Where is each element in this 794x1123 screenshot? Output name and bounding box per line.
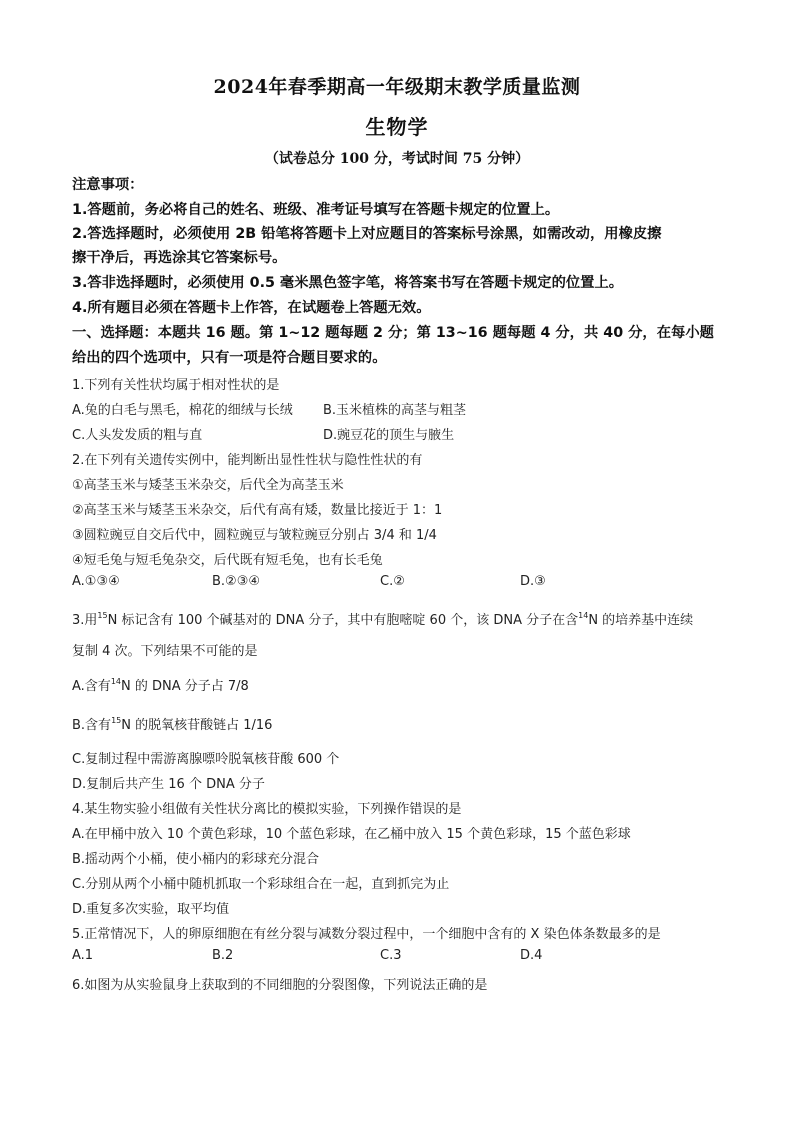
q1-stem: 1.下列有关性状均属于相对性状的是 bbox=[72, 378, 280, 393]
q2-statement-1: ①高茎玉米与矮茎玉米杂交，后代全为高茎玉米 bbox=[72, 478, 344, 493]
q2-option-b: B.②③④ bbox=[212, 574, 261, 589]
q4-option-b: B.摇动两个小桶，使小桶内的彩球充分混合 bbox=[72, 852, 320, 867]
q3-option-c: C.复制过程中需游离腺嘌呤脱氧核苷酸 600 个 bbox=[72, 752, 340, 767]
q3-option-a bbox=[72, 675, 249, 694]
exam-title: 2024年春季期高一年级期末教学质量监测 bbox=[213, 76, 581, 98]
q3-option-b-part-1: B.含有 bbox=[72, 718, 112, 733]
subject-title: 生物学 bbox=[365, 115, 429, 139]
q5-option-d: D.4 bbox=[520, 948, 543, 963]
q1-option-d: D.豌豆花的顶生与腋生 bbox=[323, 428, 455, 443]
note-4: 4.所有题目必须在答题卡上作答，在试题卷上答题无效。 bbox=[72, 300, 431, 316]
q3-option-a-part-2: N 的 DNA 分子占 7/8 bbox=[121, 679, 249, 694]
q3-option-b-part-2: N 的脱氧核苷酸链占 1/16 bbox=[121, 718, 273, 733]
note-2-line-2: 擦干净后，再选涂其它答案标号。 bbox=[72, 250, 287, 266]
q3-stem-line-1 bbox=[72, 609, 693, 628]
q2-statement-4: ④短毛兔与短毛兔杂交，后代既有短毛兔，也有长毛兔 bbox=[72, 553, 383, 568]
q2-option-c: C.② bbox=[380, 574, 405, 589]
isotope-15-superscript: 15 bbox=[97, 611, 108, 620]
q3-stem-part-3: N 的培养基中连续 bbox=[588, 613, 694, 628]
q2-statement-2: ②高茎玉米与矮茎玉米杂交，后代有高有矮，数量比接近于 1：1 bbox=[72, 503, 443, 518]
q5-option-c: C.3 bbox=[380, 948, 402, 963]
q1-option-c: C.人头发发质的粗与直 bbox=[72, 428, 203, 443]
q2-option-a: A.①③④ bbox=[72, 574, 120, 589]
q3-option-d: D.复制后共产生 16 个 DNA 分子 bbox=[72, 777, 265, 792]
q5-option-a: A.1 bbox=[72, 948, 94, 963]
q5-option-b: B.2 bbox=[212, 948, 234, 963]
section-heading-line-2: 给出的四个选项中，只有一项是符合题目要求的。 bbox=[72, 350, 387, 366]
q4-option-a: A.在甲桶中放入 10 个黄色彩球，10 个蓝色彩球，在乙桶中放入 15 个黄色彩球，15 个蓝色彩球 bbox=[72, 827, 631, 842]
q2-stem: 2.在下列有关遗传实例中，能判断出显性性状与隐性性状的有 bbox=[72, 453, 423, 468]
q2-statement-3: ③圆粒豌豆自交后代中，圆粒豌豆与皱粒豌豆分别占 3/4 和 1/4 bbox=[72, 528, 437, 543]
isotope-14-superscript: 14 bbox=[578, 611, 589, 620]
q4-option-c: C.分别从两个小桶中随机抓取一个彩球组合在一起，直到抓完为止 bbox=[72, 877, 450, 892]
q6-stem: 6.如图为从实验鼠身上获取到的不同细胞的分裂图像，下列说法正确的是 bbox=[72, 978, 488, 993]
q1-option-a: A.兔的白毛与黑毛，棉花的细绒与长绒 bbox=[72, 403, 293, 418]
q3-stem-line-2: 复制 4 次。下列结果不可能的是 bbox=[72, 644, 258, 659]
q3-option-b bbox=[72, 714, 272, 733]
note-3: 3.答非选择题时，必须使用 0.5 毫米黑色签字笔，将答案书写在答题卡规定的位置上。 bbox=[72, 275, 624, 291]
q3-option-a-part-1: A.含有 bbox=[72, 679, 111, 694]
note-1: 1.答题前，务必将自己的姓名、班级、准考证号填写在答题卡规定的位置上。 bbox=[72, 202, 560, 218]
section-heading-line-1: 一、选择题：本题共 16 题。第 1~12 题每题 2 分；第 13~16 题每题 4 分，共 40 分，在每小题 bbox=[72, 325, 714, 341]
notes-heading: 注意事项： bbox=[72, 177, 144, 193]
isotope-14-superscript: 14 bbox=[110, 677, 121, 686]
q3-stem-part-1: 3.用 bbox=[72, 613, 98, 628]
q4-option-d: D.重复多次实验，取平均值 bbox=[72, 902, 230, 917]
q5-stem: 5.正常情况下，人的卵原细胞在有丝分裂与减数分裂过程中，一个细胞中含有的 X 染色体条数最多的是 bbox=[72, 927, 661, 942]
exam-info: （试卷总分 100 分，考试时间 75 分钟） bbox=[264, 151, 530, 167]
isotope-15-superscript: 15 bbox=[111, 716, 122, 725]
q1-option-b: B.玉米植株的高茎与粗茎 bbox=[323, 403, 467, 418]
q2-option-d: D.③ bbox=[520, 574, 546, 589]
note-2-line-1: 2.答选择题时，必须使用 2B 铅笔将答题卡上对应题目的答案标号涂黑，如需改动，用橡皮擦 bbox=[72, 226, 662, 242]
q4-stem: 4.某生物实验小组做有关性状分离比的模拟实验，下列操作错误的是 bbox=[72, 802, 462, 817]
q3-stem-part-2: N 标记含有 100 个碱基对的 DNA 分子，其中有胞嘧啶 60 个，该 DNA 分子在含 bbox=[107, 613, 579, 628]
